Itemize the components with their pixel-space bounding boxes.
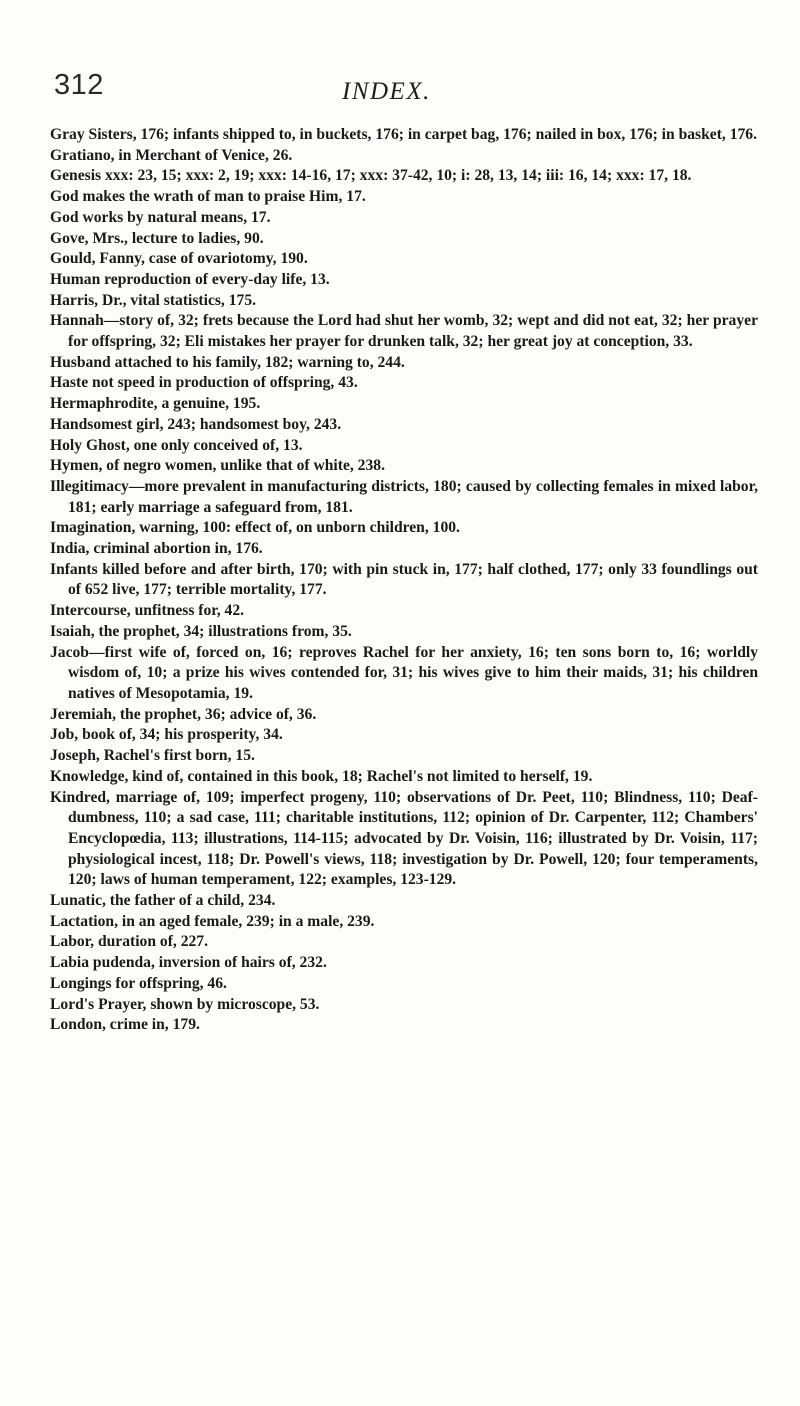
index-entry-longings: Longings for offspring, 46. — [50, 974, 227, 992]
index-entry-knowledge: Knowledge, kind of, contained in this book, 18; Rachel's not limited to herself, 19. — [50, 767, 593, 785]
index-entry-holy-ghost: Holy Ghost, one only conceived of, 13. — [50, 436, 303, 454]
index-entry-isaiah: Isaiah, the prophet, 34; illustrations from, 35. — [50, 622, 352, 640]
index-entry-hermaphrodite: Hermaphrodite, a genuine, 195. — [50, 395, 261, 413]
index-entry-handsomest: Handsomest girl, 243; handsomest boy, 243. — [50, 415, 342, 433]
index-entry-london: London, crime in, 179. — [50, 1016, 200, 1034]
index-entry-gould: Gould, Fanny, case of ovariotomy, 190. — [50, 250, 308, 268]
index-entry-husband: Husband attached to his family, 182; warning to, 244. — [50, 353, 405, 371]
index-entry-god-works: God works by natural means, 17. — [50, 208, 271, 226]
index-entry-intercourse: Intercourse, unfitness for, 42. — [50, 602, 245, 620]
index-entry-harris: Harris, Dr., vital statistics, 175. — [50, 291, 257, 309]
page-number: 312 — [54, 69, 104, 101]
index-entry-imagination: Imagination, warning, 100: effect of, on unborn children, 100. — [50, 519, 460, 537]
index-entry-genesis: Genesis xxx: 23, 15; xxx: 2, 19; xxx: 14-16, 17; xxx: 37-42, 10; i: 28, 13, 14; iii: 16, 14; xxx: 17, 18. — [50, 167, 692, 185]
index-entry-jeremiah: Jeremiah, the prophet, 36; advice of, 36. — [50, 705, 317, 723]
running-head: INDEX. — [342, 78, 431, 105]
index-entry-infants: Infants killed before and after birth, 170; with pin stuck in, 177; half clothed, 177; only 33 foundlings out of 652 live, 177; terrible mortality, 177. — [50, 560, 758, 599]
index-entry-god-wrath: God makes the wrath of man to praise Him, 17. — [50, 188, 366, 206]
index-entry-haste: Haste not speed in production of offspring, 43. — [50, 374, 358, 392]
index-entry-job: Job, book of, 34; his prosperity, 34. — [50, 726, 283, 744]
index-entry-labia: Labia pudenda, inversion of hairs of, 232. — [50, 954, 327, 972]
index-entry-kindred: Kindred, marriage of, 109; imperfect progeny, 110; observations of Dr. Peet, 110; Blindness, 110; Deaf-dumbness, 110; a sad case, 111; charitable institutions, 112; opinion of Dr. Carpenter, 112; Chambers' Encyclopœdia, 113; illustrations, 114-115; advocated by Dr. Voisin, 116; illustrated by Dr. Voisin, 117; physiological incest, 118; Dr. Powell's views, 118; investigation by Dr. Powell, 120; four temperaments, 120; laws of human temperament, 122; examples, 123-129. — [50, 788, 758, 889]
index-entry-jacob: Jacob—first wife of, forced on, 16; reproves Rachel for her anxiety, 16; ten sons born to, 16; worldly wisdom of, 10; a prize his wives contended for, 31; his wives give to him their maids, 31; his children natives of Mesopotamia, 19. — [50, 643, 758, 702]
index-entry-gray-sisters: Gray Sisters, 176; infants shipped to, in buckets, 176; in carpet bag, 176; nailed in box, 176; in basket, 176. — [50, 126, 757, 143]
index-entry-joseph: Joseph, Rachel's first born, 15. — [50, 747, 255, 765]
index-entry-gratiano: Gratiano, in Merchant of Venice, 26. — [50, 146, 293, 164]
index-entry-hannah: Hannah—story of, 32; frets because the Lord had shut her womb, 32; wept and did not eat, 32; her prayer for offspring, 32; Eli mistakes her prayer for drunken talk, 32; her great joy at conception, 33. — [50, 312, 758, 351]
index-entry-india: India, criminal abortion in, 176. — [50, 540, 263, 558]
index-entry-illegitimacy: Illegitimacy—more prevalent in manufacturing districts, 180; caused by collecting females in mixed labor, 181; early marriage a safeguard from, 181. — [50, 477, 758, 516]
index-entry-human-reproduction: Human reproduction of every-day life, 13. — [50, 270, 330, 288]
index-entry-gove: Gove, Mrs., lecture to ladies, 90. — [50, 229, 264, 247]
index-entry-lunatic: Lunatic, the father of a child, 234. — [50, 892, 276, 910]
index-entry-lords-prayer: Lord's Prayer, shown by microscope, 53. — [50, 995, 320, 1013]
index-entries — [50, 125, 758, 1036]
index-entry-hymen: Hymen, of negro women, unlike that of white, 238. — [50, 457, 385, 475]
index-entry-labor: Labor, duration of, 227. — [50, 933, 208, 951]
index-entry-lactation: Lactation, in an aged female, 239; in a male, 239. — [50, 912, 375, 930]
